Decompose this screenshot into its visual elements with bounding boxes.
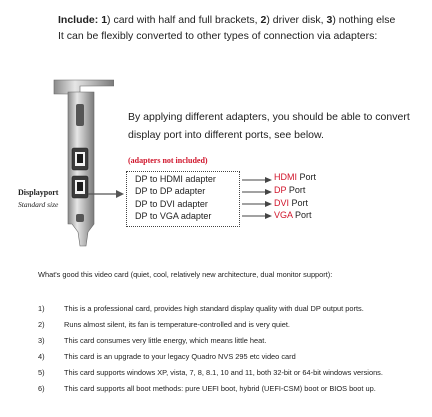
port-dp-suffix: Port xyxy=(286,185,306,195)
feature-text: This is a professional card, provides high standard display quality with dual DP output ports. xyxy=(64,304,364,313)
adapter-dvi: DP to DVI adapter xyxy=(135,199,208,209)
adapter-dp: DP to DP adapter xyxy=(135,186,206,196)
port-dvi-name: DVI xyxy=(274,198,290,208)
apply-adapters-text xyxy=(128,108,418,144)
feature-number: 2) xyxy=(38,320,45,329)
feature-item xyxy=(38,384,376,393)
feature-number: 3) xyxy=(38,336,45,345)
include-num-1: 1 xyxy=(101,14,108,26)
port-dvi xyxy=(274,198,308,208)
feature-item xyxy=(38,320,290,329)
feature-number: 5) xyxy=(38,368,45,377)
feature-text: Runs almost silent, its fan is temperature-controlled and is very quiet. xyxy=(64,320,290,329)
port-hdmi xyxy=(274,172,316,182)
feature-number: 6) xyxy=(38,384,45,393)
include-label: Include: xyxy=(58,14,99,26)
include-item-3: ) nothing else xyxy=(332,14,396,26)
apply-line-2: display port into different ports, see below. xyxy=(128,129,324,141)
adapter-hdmi: DP to HDMI adapter xyxy=(135,174,216,184)
feature-item xyxy=(38,304,364,313)
port-dp-name: DP xyxy=(274,185,287,195)
port-vga-suffix: Port xyxy=(292,210,312,220)
port-hdmi-name: HDMI xyxy=(274,172,297,182)
port-dvi-suffix: Port xyxy=(289,198,309,208)
feature-text: This card supports windows XP, vista, 7, 8, 8.1, 10 and 11, both 32-bit or 64-bit windows versions. xyxy=(64,368,383,377)
adapter-list-box xyxy=(126,171,240,227)
standard-size-label: Standard size xyxy=(18,200,59,209)
include-num-3: 3 xyxy=(326,14,333,26)
displayport-label: Displayport xyxy=(18,188,59,197)
port-dp xyxy=(274,185,305,195)
feature-number: 4) xyxy=(38,352,45,361)
feature-text: This card is an upgrade to your legacy Quadro NVS 295 etc video card xyxy=(64,352,296,361)
feature-number: 1) xyxy=(38,304,45,313)
port-vga-name: VGA xyxy=(274,210,293,220)
feature-item xyxy=(38,368,383,377)
feature-item xyxy=(38,352,296,361)
feature-text: This card supports all boot methods: pure UEFI boot, hybrid (UEFI-CSM) boot or BIOS boot up. xyxy=(64,384,376,393)
include-num-2: 2 xyxy=(260,14,267,26)
port-arrows xyxy=(240,171,274,227)
card-arrow-icon xyxy=(86,188,126,200)
feature-item xyxy=(38,336,266,345)
adapter-vga: DP to VGA adapter xyxy=(135,211,212,221)
apply-line-1: By applying different adapters, you should be able to convert xyxy=(128,111,410,123)
include-item-1: ) card with half and full brackets, xyxy=(107,14,261,26)
convert-note: It can be flexibly converted to other types of connection via adapters: xyxy=(58,30,378,42)
port-vga xyxy=(274,210,312,220)
include-line xyxy=(58,14,395,26)
whats-good-heading: What's good this video card (quiet, cool, relatively new architecture, dual monitor support): xyxy=(38,270,333,279)
card-bracket-image xyxy=(14,74,114,254)
include-item-2: ) driver disk, xyxy=(266,14,327,26)
feature-text: This card consumes very little energy, which means little heat. xyxy=(64,336,267,345)
port-hdmi-suffix: Port xyxy=(297,172,317,182)
adapters-not-included-note: (adapters not included) xyxy=(128,156,208,165)
